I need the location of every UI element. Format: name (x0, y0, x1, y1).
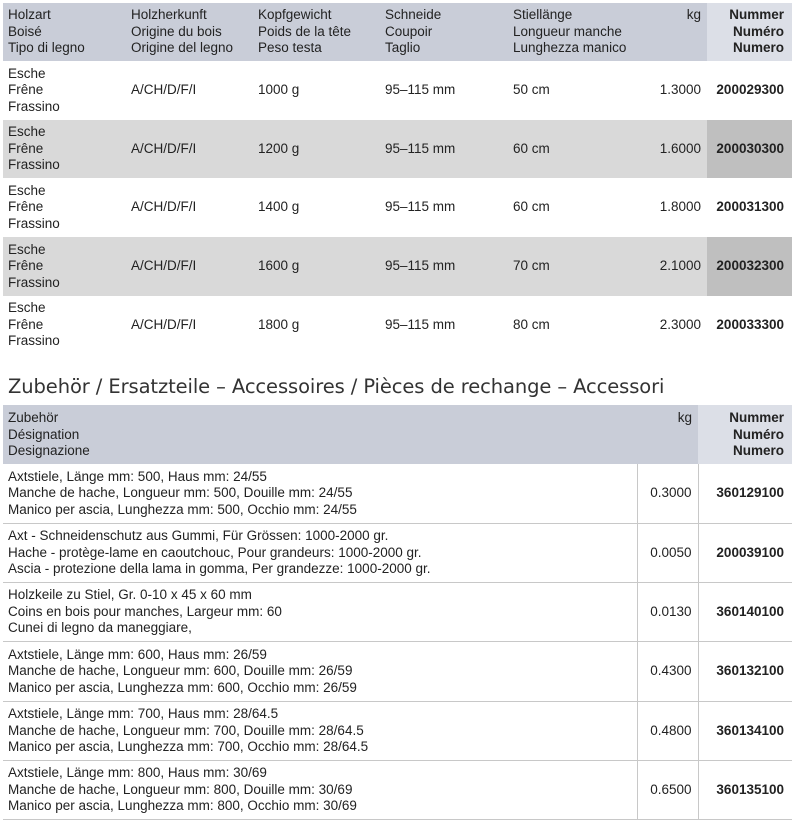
wood-name: Esche (8, 300, 46, 316)
designation-line: Manche de hache, Longueur mm: 700, Douille mm: 28/64.5 (8, 722, 364, 738)
cell-designation (3, 642, 637, 701)
cell-edge: 95–115 mm (385, 316, 456, 332)
cell-head-weight: 1000 g (258, 82, 300, 98)
cell-number: 200032300 (707, 237, 792, 296)
wood-name: Frassino (8, 157, 60, 173)
cell-kg: 0.4300 (637, 642, 698, 701)
designation-line: Ascia - protezione della lama in gomma, Per grandezze: 1000-2000 gr. (8, 561, 431, 577)
cell-kg: 1.6000 (641, 120, 707, 179)
cell-wood-type (3, 120, 131, 179)
cell-number: 200031300 (707, 178, 792, 237)
cell-number: 200033300 (707, 296, 792, 355)
cell-edge: 95–115 mm (385, 237, 513, 296)
cell-kg: 0.6500 (637, 760, 698, 819)
cell-kg: 1.8000 (659, 199, 701, 215)
designation-line: Manche de hache, Longueur mm: 500, Douille mm: 24/55 (8, 485, 353, 501)
cell-head-weight: 1800 g (258, 316, 300, 332)
designation-line: Manche de hache, Longueur mm: 800, Douille mm: 30/69 (8, 781, 353, 797)
cell-wood-origin: A/CH/D/F/I (131, 82, 197, 98)
designation-line: Axtstiele, Länge mm: 700, Haus mm: 28/64.5 (8, 706, 279, 722)
cell-designation (3, 583, 637, 642)
table-row (3, 296, 792, 355)
wood-name: Frêne (8, 82, 44, 98)
section-title: Zubehör / Ersatzteile – Accessoires / Pièces de rechange – Accessori (8, 375, 665, 398)
cell-kg: 2.3000 (659, 316, 701, 332)
designation-line: Axtstiele, Länge mm: 800, Haus mm: 30/69 (8, 765, 267, 781)
table-row (3, 760, 792, 819)
table-row (3, 237, 792, 296)
header-number: Nummer Numéro Numero (707, 3, 792, 61)
cell-wood-type (3, 178, 131, 237)
table-row (3, 523, 792, 582)
cell-handle-length: 80 cm (513, 316, 550, 332)
header-head-weight: Kopfgewicht Poids de la tête Peso testa (258, 3, 385, 61)
table-header-row (3, 405, 792, 464)
header-number: Nummer Numéro Numero (698, 405, 792, 464)
cell-number: 360140100 (698, 583, 792, 642)
table-row (3, 464, 792, 523)
header-wood-type: Holzart Boisé Tipo di legno (3, 3, 131, 61)
cell-head-weight: 1400 g (258, 199, 300, 215)
accessories-table (3, 405, 792, 820)
cell-handle-length: 60 cm (513, 199, 550, 215)
table-row (3, 642, 792, 701)
cell-kg: 2.1000 (641, 237, 707, 296)
header-kg: kg (641, 3, 707, 61)
table-header-row (3, 3, 792, 61)
wood-name: Frassino (8, 98, 60, 114)
wood-name: Esche (8, 65, 46, 81)
table-row (3, 178, 792, 237)
wood-name: Esche (8, 182, 46, 198)
wood-name: Frassino (8, 215, 60, 231)
cell-wood-type (3, 296, 131, 355)
table-row (3, 701, 792, 760)
cell-number: 360134100 (698, 701, 792, 760)
cell-handle-length: 70 cm (513, 237, 641, 296)
table-row (3, 61, 792, 120)
cell-number: 200029300 (707, 61, 792, 120)
cell-wood-type (3, 237, 131, 296)
cell-wood-origin: A/CH/D/F/I (131, 199, 197, 215)
cell-number: 360135100 (698, 760, 792, 819)
designation-line: Manico per ascia, Lunghezza mm: 600, Occhio mm: 26/59 (8, 679, 357, 695)
table-row (3, 583, 792, 642)
wood-name: Esche (8, 241, 46, 257)
cell-wood-origin: A/CH/D/F/I (131, 120, 258, 179)
designation-line: Manche de hache, Longueur mm: 600, Douille mm: 26/59 (8, 663, 353, 679)
wood-name: Frassino (8, 333, 60, 349)
designation-line: Manico per ascia, Lunghezza mm: 800, Occhio mm: 30/69 (8, 798, 357, 814)
cell-head-weight: 1200 g (258, 120, 385, 179)
header-kg: kg (637, 405, 698, 464)
wood-name: Frêne (8, 258, 44, 274)
designation-line: Hache - protège-lame en caoutchouc, Pour grandeurs: 1000-2000 gr. (8, 544, 422, 560)
cell-wood-origin: A/CH/D/F/I (131, 316, 197, 332)
designation-line: Cunei di legno da maneggiare, (8, 620, 192, 636)
header-edge: Schneide Coupoir Taglio (385, 3, 513, 61)
cell-kg: 0.0050 (637, 523, 698, 582)
designation-line: Axtstiele, Länge mm: 600, Haus mm: 26/59 (8, 646, 267, 662)
cell-designation (3, 464, 637, 523)
designation-line: Manico per ascia, Lunghezza mm: 700, Occhio mm: 28/64.5 (8, 739, 369, 755)
header-handle-length: Stiellänge Longueur manche Lunghezza manico (513, 3, 641, 61)
cell-handle-length: 50 cm (513, 82, 550, 98)
cell-designation (3, 760, 637, 819)
wood-name: Esche (8, 124, 46, 140)
table-row (3, 120, 792, 179)
cell-head-weight: 1600 g (258, 237, 385, 296)
cell-kg: 0.3000 (637, 464, 698, 523)
cell-designation (3, 523, 637, 582)
cell-kg: 0.4800 (637, 701, 698, 760)
header-wood-origin: Holzherkunft Origine du bois Origine del legno (131, 3, 258, 61)
cell-edge: 95–115 mm (385, 82, 456, 98)
cell-designation (3, 701, 637, 760)
designation-line: Manico per ascia, Lunghezza mm: 500, Occhio mm: 24/55 (8, 501, 357, 517)
designation-line: Axt - Schneidenschutz aus Gummi, Für Grössen: 1000-2000 gr. (8, 528, 389, 544)
designation-line: Axtstiele, Länge mm: 500, Haus mm: 24/55 (8, 468, 267, 484)
cell-edge: 95–115 mm (385, 199, 456, 215)
cell-wood-origin: A/CH/D/F/I (131, 237, 258, 296)
wood-name: Frassino (8, 274, 60, 290)
wood-name: Frêne (8, 199, 44, 215)
cell-wood-type (3, 61, 131, 120)
cell-number: 200030300 (707, 120, 792, 179)
wood-name: Frêne (8, 316, 44, 332)
cell-number: 360129100 (698, 464, 792, 523)
cell-edge: 95–115 mm (385, 120, 513, 179)
wood-name: Frêne (8, 140, 44, 156)
cell-number: 200039100 (698, 523, 792, 582)
cell-handle-length: 60 cm (513, 120, 641, 179)
header-designation: Zubehör Désignation Designazione (3, 405, 637, 464)
cell-kg: 1.3000 (659, 82, 701, 98)
designation-line: Coins en bois pour manches, Largeur mm: 60 (8, 603, 282, 619)
cell-number: 360132100 (698, 642, 792, 701)
designation-line: Holzkeile zu Stiel, Gr. 0-10 x 45 x 60 mm (8, 587, 252, 603)
cell-kg: 0.0130 (637, 583, 698, 642)
axe-product-table (3, 3, 792, 354)
